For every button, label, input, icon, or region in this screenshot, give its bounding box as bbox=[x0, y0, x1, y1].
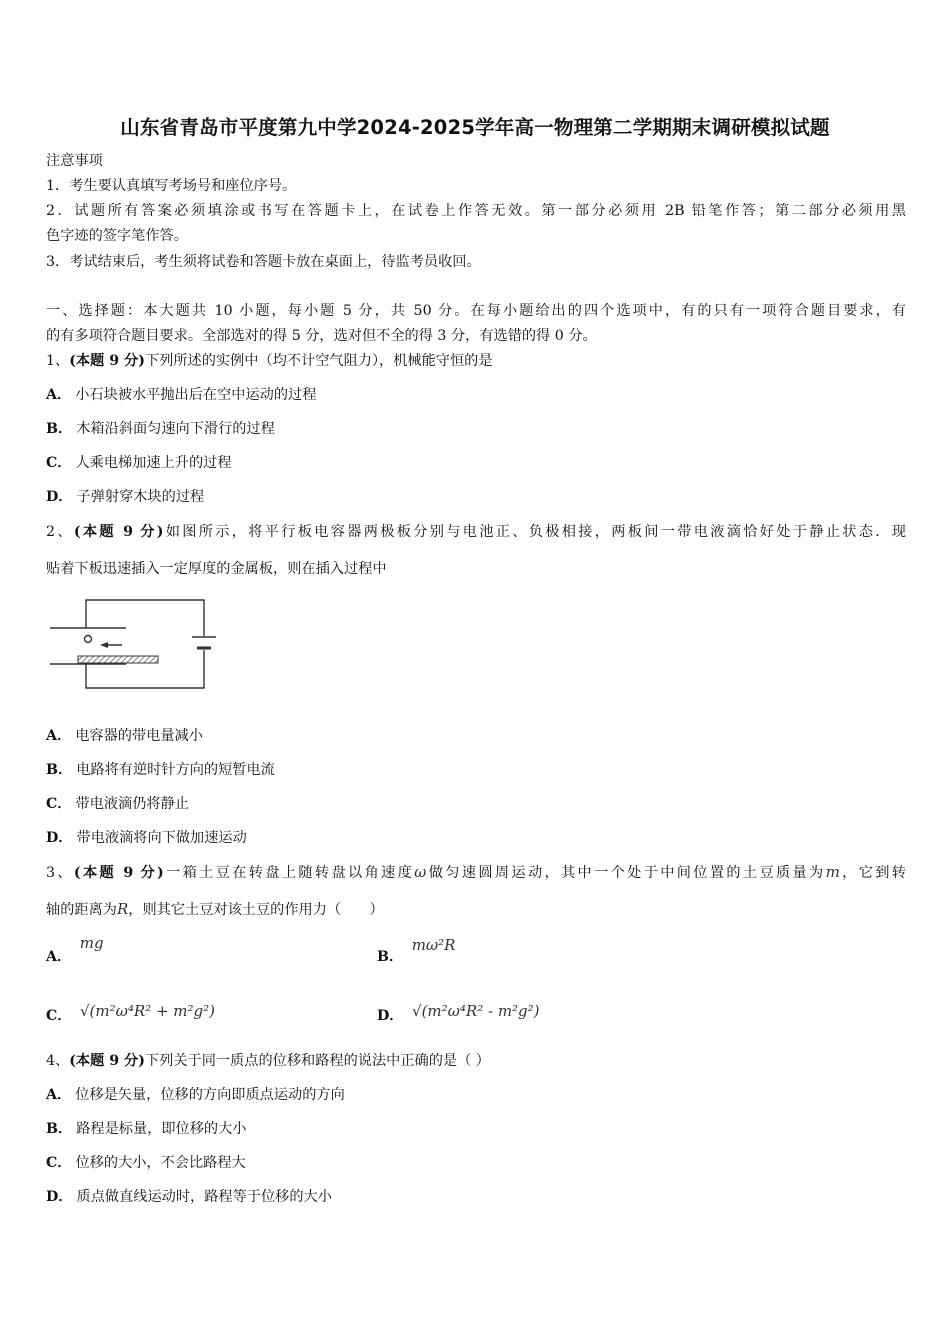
circuit-wire-top bbox=[86, 600, 204, 636]
question-points: (本题 9 分) bbox=[73, 524, 164, 540]
option-d: D． 子弹射穿木块的过程 bbox=[46, 489, 205, 505]
notice-item: 2．试题所有答案必须填涂或书写在答题卡上，在试卷上作答无效。第一部分必须用 2B 铅笔作答；第二部分必须用黑 bbox=[46, 203, 906, 219]
option-b: B． 路程是标量，即位移的大小 bbox=[46, 1121, 247, 1137]
option-b-formula: mω²R bbox=[411, 936, 456, 954]
question-number: 4、 bbox=[46, 1053, 70, 1069]
notice-heading: 注意事项 bbox=[46, 153, 103, 169]
question-text: 如图所示，将平行板电容器两极板分别与电池正、负极相接，两板间一带电液滴恰好处于静止状态．现 bbox=[163, 524, 906, 540]
question-4-stem bbox=[46, 1048, 906, 1074]
page-title: 山东省青岛市平度第九中学2024-2025学年高一物理第二学期期末调研模拟试题 bbox=[120, 116, 830, 139]
question-3-stem: 3、(本题 9 分)一箱土豆在转盘上随转盘以角速度ω做匀速圆周运动，其中一个处于中间位置的土豆质量为m，它到转 bbox=[46, 863, 906, 881]
question-number: 2、 bbox=[46, 524, 74, 540]
option-b: B． mω²R bbox=[377, 936, 456, 965]
option-a: A． 小石块被水平抛出后在空中运动的过程 bbox=[46, 387, 317, 403]
question-2-stem-cont: 贴着下板迅速插入一定厚度的金属板，则在插入过程中 bbox=[46, 561, 387, 577]
section-heading: 一、选择题：本大题共 10 小题，每小题 5 分，共 50 分。在每小题给出的四个选项中，有的只有一项符合题目要求，有 bbox=[46, 303, 906, 319]
question-points: (本题 9 分) bbox=[69, 353, 145, 369]
question-points: (本题 9 分) bbox=[73, 865, 164, 881]
option-a: A． 电容器的带电量减小 bbox=[46, 728, 203, 744]
question-text: 下列关于同一质点的位移和路程的说法中正确的是（ ） bbox=[144, 1053, 490, 1069]
capacitor-circuit-figure bbox=[46, 596, 221, 694]
option-c: C． 人乘电梯加速上升的过程 bbox=[46, 455, 232, 471]
option-c: C． 带电液滴仍将静止 bbox=[46, 796, 189, 812]
option-a: A． mg bbox=[46, 934, 104, 965]
option-a: A． 位移是矢量，位移的方向即质点运动的方向 bbox=[46, 1087, 345, 1103]
mass-symbol: m bbox=[825, 863, 840, 881]
option-c: C． √(m²ω⁴R² + m²g²) bbox=[46, 1002, 216, 1024]
charged-droplet bbox=[85, 636, 92, 643]
arrow-head-icon bbox=[100, 642, 108, 648]
option-c: C． 位移的大小，不会比路程大 bbox=[46, 1155, 246, 1171]
question-3-stem-cont: 轴的距离为R，则其它土豆对该土豆的作用力（ ） bbox=[46, 900, 384, 918]
metal-plate bbox=[78, 656, 158, 663]
question-2-stem bbox=[46, 519, 906, 545]
section-heading-cont: 的有多项符合题目要求。全部选对的得 5 分，选对但不全的得 3 分，有选错的得 0 分。 bbox=[46, 328, 597, 344]
question-number: 3、 bbox=[46, 865, 74, 881]
notice-item: 1．考生要认真填写考场号和座位序号。 bbox=[46, 178, 297, 194]
question-points: (本题 9 分) bbox=[69, 1053, 145, 1069]
question-number: 1、 bbox=[46, 353, 70, 369]
option-d: D． 带电液滴将向下做加速运动 bbox=[46, 830, 247, 846]
radius-symbol: R bbox=[116, 900, 129, 918]
option-c-formula: √(m²ω⁴R² + m²g²) bbox=[80, 1002, 216, 1020]
option-d-formula: √(m²ω⁴R² - m²g²) bbox=[412, 1002, 540, 1020]
option-b: B． 电路将有逆时针方向的短暂电流 bbox=[46, 762, 275, 778]
question-1-stem bbox=[46, 348, 906, 374]
option-b: B． 木箱沿斜面匀速向下滑行的过程 bbox=[46, 421, 275, 437]
notice-item: 3．考试结束后，考生须将试卷和答题卡放在桌面上，待监考员收回。 bbox=[46, 254, 481, 270]
omega-symbol: ω bbox=[414, 863, 427, 881]
notice-item: 色字迹的签字笔作答。 bbox=[46, 228, 188, 244]
question-text: 下列所述的实例中（均不计空气阻力），机械能守恒的是 bbox=[144, 353, 493, 369]
option-d: D． √(m²ω⁴R² - m²g²) bbox=[377, 1002, 540, 1024]
option-d: D． 质点做直线运动时，路程等于位移的大小 bbox=[46, 1189, 332, 1205]
option-a-formula: mg bbox=[79, 934, 104, 952]
